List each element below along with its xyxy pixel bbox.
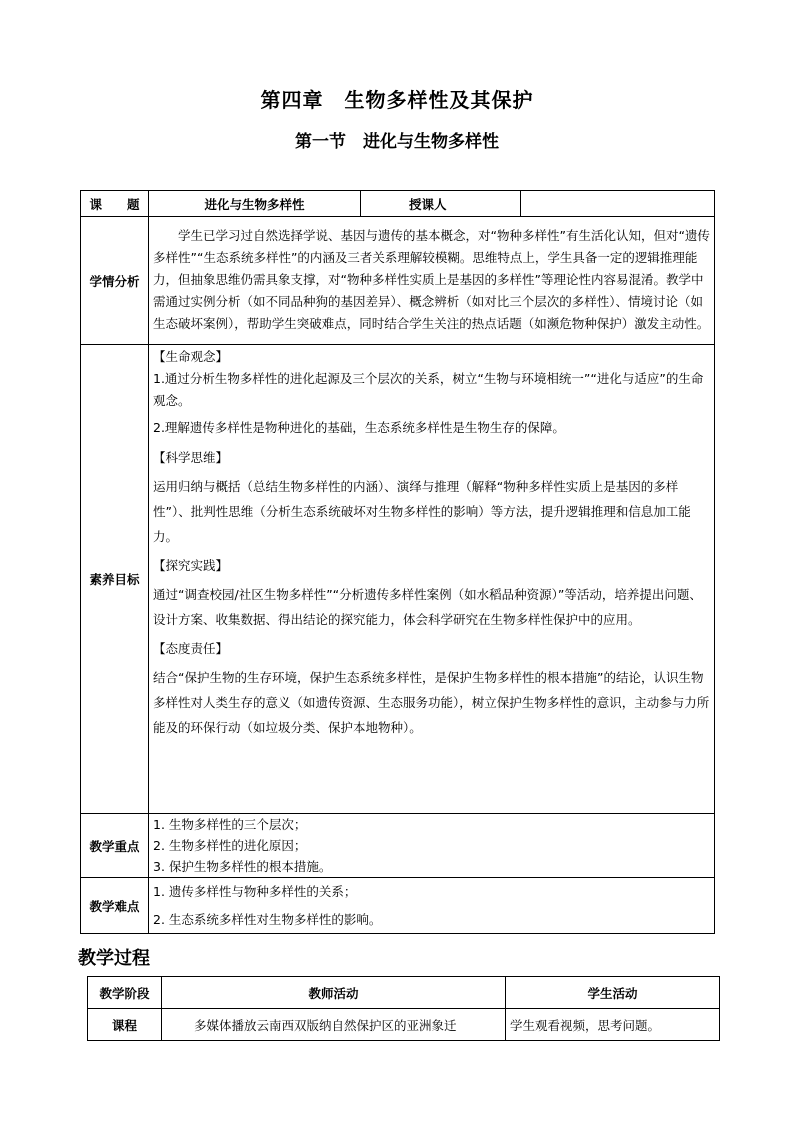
chapter-title: 第四章 生物多样性及其保护 <box>260 88 534 112</box>
teacher-activity-cell: 多媒体播放云南西双版纳自然保护区的亚洲象迁 <box>162 1009 506 1041</box>
process-table <box>87 976 720 1041</box>
situation-text: 学生已学习过自然选择学说、基因与遗传的基本概念，对“物种多样性”有生活化认知，但对“遗传多样性”“生态系统多样性”的内涵及三者关系理解较模糊。思维特点上，学生具备一定的逻辑推理能力，但抽象思维仍需具象支撑，对“物种多样性实质上是基因的多样性”等理论性内容易混淆。教学中需通过实例分析（如不同品种狗的基因差异）、概念辨析（如对比三个层次的多样性）、情境讨论（如生态破坏案例），帮助学生突破难点，同时结合学生关注的热点话题（如濒危物种保护）激发主动性。 <box>153 227 710 331</box>
teacher-value <box>521 191 715 217</box>
lesson-info-table <box>80 190 715 934</box>
difficulties-label: 教学难点 <box>81 878 149 934</box>
goals-row <box>81 345 715 814</box>
topic-value: 进化与生物多样性 <box>149 191 361 217</box>
goals-label: 素养目标 <box>81 345 149 814</box>
student-activity-cell: 学生观看视频，思考问题。 <box>506 1009 720 1041</box>
stage-column-header: 教学阶段 <box>88 977 162 1009</box>
situation-cell <box>149 217 715 345</box>
thinking-text: 运用归纳与概括（总结生物多样性的内涵）、演绎与推理（解释“物种多样性实质上是基因的多样性”）、批判性思维（分析生态系统破坏对生物多样性的影响）等方法，提升逻辑推理和信息加工能力。 <box>153 479 691 544</box>
key-point-item: 3. 保护生物多样性的根本措施。 <box>153 859 332 874</box>
teacher-label: 授课人 <box>361 191 521 217</box>
difficulties-cell <box>149 878 715 934</box>
topic-row <box>81 191 715 217</box>
life-goal-2: 2.理解遗传多样性是物种进化的基础，生态系统多样性是生物生存的保障。 <box>153 420 565 435</box>
stage-cell: 课程 <box>88 1009 162 1041</box>
attitude-text: 结合“保护生物的生存环境，保护生态系统多样性，是保护生物多样性的根本措施”的结论，认识生物多样性对人类生存的意义（如遗传资源、生态服务功能），树立保护生物多样性的意识，主动参与力所能及的环保行动（如垃圾分类、保护本地物种）。 <box>153 670 710 735</box>
student-column-header: 学生活动 <box>506 977 720 1009</box>
process-heading: 教学过程 <box>78 948 150 969</box>
key-point-item: 1. 生物多样性的三个层次； <box>153 817 307 832</box>
life-heading: 【生命观念】 <box>153 349 229 364</box>
attitude-heading: 【态度责任】 <box>153 641 229 656</box>
key-points-label: 教学重点 <box>81 814 149 878</box>
goals-cell <box>149 345 715 814</box>
process-header-row <box>88 977 720 1009</box>
thinking-heading: 【科学思维】 <box>153 450 229 465</box>
process-row <box>88 1009 720 1041</box>
key-points-row <box>81 814 715 878</box>
situation-row <box>81 217 715 345</box>
difficulties-row <box>81 878 715 934</box>
key-point-item: 2. 生物多样性的进化原因； <box>153 838 307 853</box>
topic-label: 课 题 <box>81 191 149 217</box>
practice-text: 通过“调查校园/社区生物多样性”“分析遗传多样性案例（如水稻品种资源）”等活动，培养提出问题、设计方案、收集数据、得出结论的探究能力，体会科学研究在生物多样性保护中的应用。 <box>153 587 702 627</box>
difficulty-item: 2. 生态系统多样性对生物多样性的影响。 <box>153 912 382 927</box>
situation-label: 学情分析 <box>81 217 149 345</box>
practice-heading: 【探究实践】 <box>153 558 229 573</box>
teacher-column-header: 教师活动 <box>162 977 506 1009</box>
key-points-cell <box>149 814 715 878</box>
section-title: 第一节 进化与生物多样性 <box>295 132 499 152</box>
difficulty-item: 1. 遗传多样性与物种多样性的关系； <box>153 884 357 899</box>
life-goal-1: 1.通过分析生物多样性的进化起源及三个层次的关系，树立“生物与环境相统一”“进化与适应”的生命观念。 <box>153 371 704 408</box>
